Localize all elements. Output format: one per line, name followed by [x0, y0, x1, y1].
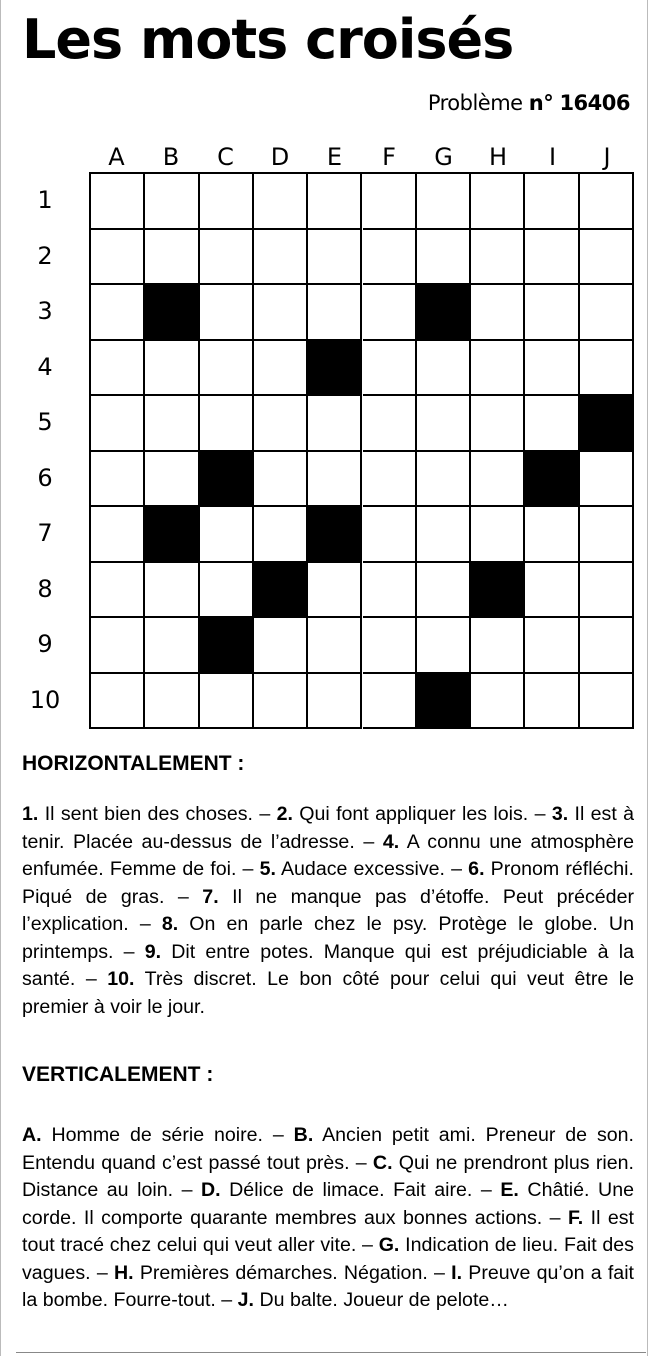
grid-cell[interactable] [254, 396, 308, 452]
grid-cell[interactable] [417, 230, 471, 286]
grid-cell[interactable] [580, 674, 634, 730]
grid-cell[interactable] [308, 230, 362, 286]
vertical-clue-text: Preuve qu’on a fait la bombe. Fourre-tout. [22, 1261, 634, 1311]
black-cell [417, 285, 471, 341]
row-header: 7 [37, 519, 53, 547]
vertical-heading: VERTICALEMENT : [22, 1063, 214, 1086]
vertical-clue-number: A. [22, 1124, 42, 1146]
page-title: Les mots croisés [22, 8, 514, 71]
grid-cell[interactable] [471, 174, 525, 230]
grid-cell[interactable] [254, 285, 308, 341]
grid-cell[interactable] [363, 618, 417, 674]
grid-cell[interactable] [363, 341, 417, 397]
row-header: 2 [37, 241, 53, 270]
grid-cell[interactable] [145, 563, 199, 619]
grid-cell[interactable] [525, 341, 579, 397]
vertical-clue-text: Délice de limace. Fait aire. [229, 1179, 473, 1201]
grid-cell[interactable] [145, 341, 199, 397]
grid-cell[interactable] [525, 674, 579, 730]
problem-number [428, 88, 630, 118]
vertical-clues: A. Homme de série noire. – B. Ancien petit ami. Preneur de son. Entendu quand c’est passé tout près. – C. Qui ne prendront plus rien. Distance au loin. – D. Délice de limace. Fait aire. – E. Châtié. Une corde. Il comporte quarante membres aux bonnes actions. – F. Il est tout tracé chez celui qui veut aller vite. – G. Indication de lieu. Fait des vagues. – H. Premières démarches. Négation. – I. Preuve qu’on a fait la bombe. Fourre-tout. – J. Du balte. Joueur de pelote… [22, 1124, 634, 1311]
grid-cell[interactable] [525, 618, 579, 674]
grid-cell[interactable] [91, 174, 145, 230]
column-header: G [434, 143, 453, 171]
grid-cell[interactable] [525, 563, 579, 619]
vertical-clue-number: J. [237, 1289, 254, 1311]
grid-cell[interactable] [145, 452, 199, 508]
grid-cell[interactable] [200, 396, 254, 452]
row-header: 6 [37, 463, 53, 492]
vertical-clue-text: Homme de série noire. [51, 1124, 263, 1146]
grid-cell[interactable] [91, 507, 145, 563]
horizontal-clue-number: 10. [107, 968, 135, 990]
horizontal-clue-number: 8. [161, 913, 179, 935]
horizontal-clue-number: 6. [468, 858, 485, 880]
grid-cell[interactable] [363, 563, 417, 619]
black-cell [417, 674, 471, 730]
grid-cell[interactable] [254, 618, 308, 674]
grid-cell[interactable] [308, 174, 362, 230]
grid-cell[interactable] [471, 230, 525, 286]
vertical-clue-text: Châtié. Une corde. Il comporte quarante membres aux bonnes actions. [22, 1179, 634, 1229]
crossword-grid [89, 172, 634, 729]
grid-cell[interactable] [145, 174, 199, 230]
vertical-clue-number: G. [378, 1234, 400, 1256]
column-header: A [108, 143, 125, 171]
problem-number-prefix: n° [528, 91, 554, 115]
grid-cell[interactable] [200, 674, 254, 730]
grid-cell[interactable] [525, 285, 579, 341]
grid-cell[interactable] [580, 285, 634, 341]
grid-cell[interactable] [91, 452, 145, 508]
grid-cell[interactable] [363, 396, 417, 452]
grid-cell[interactable] [363, 507, 417, 563]
grid-cell[interactable] [363, 174, 417, 230]
grid-cell[interactable] [417, 507, 471, 563]
grid-cell[interactable] [91, 285, 145, 341]
vertical-clue-text: Il est tout tracé chez celui qui veut aller vite. [22, 1206, 634, 1256]
grid-cell[interactable] [417, 341, 471, 397]
row-header: 10 [29, 685, 61, 714]
grid-cell[interactable] [145, 618, 199, 674]
grid-cell[interactable] [471, 507, 525, 563]
horizontal-clue-number: 1. [22, 803, 39, 825]
black-cell [145, 507, 199, 563]
column-header: I [548, 143, 557, 171]
black-cell [580, 396, 634, 452]
column-header: B [162, 143, 180, 171]
grid-cell[interactable] [363, 230, 417, 286]
grid-cell[interactable] [91, 230, 145, 286]
grid-cell[interactable] [471, 341, 525, 397]
vertical-clue-text: Premières démarches. Négation. [139, 1261, 428, 1284]
grid-cell[interactable] [254, 507, 308, 563]
grid-cell[interactable] [417, 396, 471, 452]
grid-cell[interactable] [91, 563, 145, 619]
grid-cell[interactable] [525, 230, 579, 286]
grid-cell[interactable] [580, 230, 634, 286]
row-header: 3 [37, 297, 53, 325]
grid-cell[interactable] [145, 396, 199, 452]
horizontal-clue-text: Audace excessive. [280, 858, 446, 880]
grid-cell[interactable] [471, 452, 525, 508]
horizontal-clue-number: 9. [144, 940, 162, 963]
grid-cell[interactable] [363, 285, 417, 341]
horizontal-clue-text: Pronom réfléchi. Piqué de gras. [22, 858, 634, 908]
grid-cell[interactable] [145, 230, 199, 286]
column-header: D [270, 143, 290, 171]
horizontal-clue-number: 5. [259, 858, 276, 880]
grid-cell[interactable] [200, 507, 254, 563]
grid-cell[interactable] [308, 618, 362, 674]
column-header: J [603, 143, 611, 171]
grid-cell[interactable] [580, 563, 634, 619]
grid-cell[interactable] [363, 452, 417, 508]
horizontal-clues: 1. Il sent bien des choses. – 2. Qui font appliquer les lois. – 3. Il est à tenir. Placée au-dessus de l’adresse. – 4. A connu une atmosphère enfumée. Femme de foi. – 5. Audace excessive. – 6. Pronom réfléchi. Piqué de gras. – 7. Il ne manque pas d’étoffe. Peut précéder l’explication. – 8. On en parle chez le psy. Protège le globe. Un printemps. – 9. Dit entre potes. Manque qui est préjudiciable à la santé. – 10. Très discret. Le bon côté pour celui qui veut être le premier à voir le jour. [22, 803, 635, 1018]
grid-cell[interactable] [308, 396, 362, 452]
vertical-clue-number: B. [293, 1124, 314, 1146]
grid-cell[interactable] [91, 618, 145, 674]
bottom-divider [16, 1352, 646, 1353]
grid-cell[interactable] [580, 174, 634, 230]
vertical-clue-number: C. [372, 1151, 393, 1174]
horizontal-clue-text: Il ne manque pas d’étoffe. Peut précéder l’explication. [22, 885, 634, 935]
horizontal-clue-number: 4. [382, 830, 400, 853]
grid-cell[interactable] [580, 618, 634, 674]
horizontal-clue-text: A connu une atmosphère enfumée. Femme de foi. [22, 830, 635, 880]
black-cell [200, 618, 254, 674]
grid-cell[interactable] [200, 285, 254, 341]
horizontal-clue-number: 7. [202, 885, 219, 908]
grid-cell[interactable] [200, 341, 254, 397]
row-header: 5 [37, 408, 53, 436]
black-cell [200, 452, 254, 508]
black-cell [254, 563, 308, 619]
horizontal-clue-text: On en parle chez le psy. Protège le globe. Un printemps. [22, 913, 634, 963]
grid-cell[interactable] [254, 674, 308, 730]
grid-cell[interactable] [580, 341, 634, 397]
grid-cell[interactable] [525, 396, 579, 452]
grid-cell[interactable] [308, 285, 362, 341]
problem-label: Problème [427, 91, 523, 115]
grid-cell[interactable] [525, 507, 579, 563]
grid-cell[interactable] [471, 396, 525, 452]
grid-cell[interactable] [417, 452, 471, 508]
horizontal-clue-text: Qui font appliquer les lois. [299, 803, 529, 825]
black-cell [308, 507, 362, 563]
grid-cell[interactable] [200, 563, 254, 619]
grid-cell[interactable] [471, 618, 525, 674]
vertical-clue-number: D. [201, 1179, 221, 1201]
row-header: 9 [37, 630, 53, 658]
grid-cell[interactable] [580, 452, 634, 508]
problem-number-value: 16406 [559, 91, 630, 115]
vertical-clue-number: I. [451, 1261, 463, 1284]
column-header: C [217, 143, 234, 171]
vertical-clue-number: F. [567, 1206, 584, 1229]
column-header: F [382, 143, 396, 171]
vertical-clue-number: E. [500, 1179, 519, 1201]
grid-cell[interactable] [91, 396, 145, 452]
black-cell [145, 285, 199, 341]
grid-cell[interactable] [363, 674, 417, 730]
grid-cell[interactable] [254, 230, 308, 286]
grid-cell[interactable] [145, 674, 199, 730]
horizontal-clue-text: Dit entre potes. Manque qui est préjudiciable à la santé. [22, 940, 634, 990]
grid-cell[interactable] [254, 174, 308, 230]
grid-cell[interactable] [254, 341, 308, 397]
column-header: E [326, 143, 343, 171]
grid-cell[interactable] [471, 285, 525, 341]
black-cell [471, 563, 525, 619]
grid-cell[interactable] [91, 341, 145, 397]
grid-cell[interactable] [417, 174, 471, 230]
grid-cell[interactable] [471, 674, 525, 730]
grid-cell[interactable] [417, 563, 471, 619]
horizontal-clue-text: Il sent bien des choses. [44, 803, 253, 825]
grid-cell[interactable] [91, 674, 145, 730]
grid-cell[interactable] [254, 452, 308, 508]
vertical-clue-text: Du balte. Joueur de pelote… [259, 1289, 509, 1311]
row-header: 1 [37, 186, 53, 214]
vertical-clue-number: H. [113, 1261, 134, 1284]
horizontal-clue-text: Il est à tenir. Placée au-dessus de l’adresse. [22, 803, 634, 853]
row-header: 4 [37, 352, 53, 381]
vertical-clue-text: Ancien petit ami. Preneur de son. Entendu quand c’est passé tout près. [22, 1124, 634, 1174]
grid-cell[interactable] [580, 507, 634, 563]
vertical-clue-text: Indication de lieu. Fait des vagues. [22, 1234, 634, 1284]
row-header: 8 [37, 574, 53, 603]
grid-cell[interactable] [200, 174, 254, 230]
grid-cell[interactable] [308, 563, 362, 619]
horizontal-heading: HORIZONTALEMENT : [22, 752, 245, 775]
horizontal-clue-number: 3. [551, 803, 569, 825]
vertical-clue-text: Qui ne prendront plus rien. Distance au loin. [22, 1151, 634, 1201]
horizontal-clue-number: 2. [276, 803, 293, 825]
horizontal-clue-text: Très discret. Le bon côté pour celui qui veut être le premier à voir le jour. [22, 968, 635, 1018]
column-header: H [488, 143, 508, 171]
grid-cell[interactable] [308, 452, 362, 508]
black-cell [308, 341, 362, 397]
grid-cell[interactable] [525, 174, 579, 230]
grid-cell[interactable] [200, 230, 254, 286]
grid-cell[interactable] [308, 674, 362, 730]
grid-cell[interactable] [417, 618, 471, 674]
black-cell [525, 452, 579, 508]
